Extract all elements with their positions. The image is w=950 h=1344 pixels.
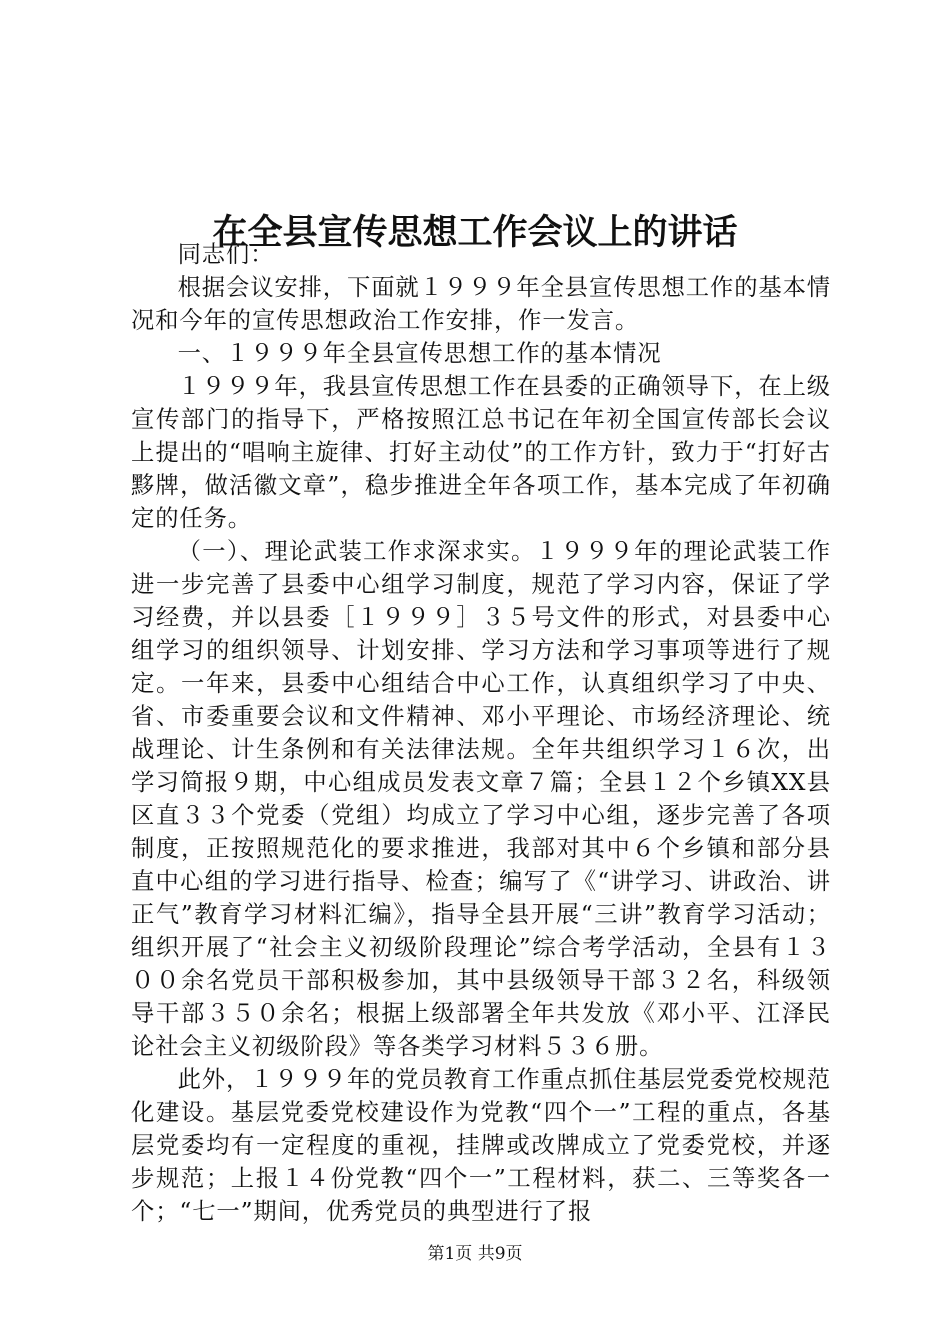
page-title: 在全县宣传思想工作会议上的讲话 xyxy=(212,212,738,254)
salutation-paragraph: 同志们： xyxy=(177,241,275,268)
page-number-footer: 第1页 共9页 xyxy=(427,1244,523,1264)
overview-paragraph: １９９９年，我县宣传思想工作在县委的正确领导下，在上级宣传部门的指导下，严格按照江总书记在年初全国宣传部长会议上提出的“唱响主旋律、打好主动仗”的工作方针，致力于“打好古黟牌，做活徽文章”，稳步推进全年各项工作，基本完成了年初确定的任务。 xyxy=(131,373,831,532)
intro-paragraph: 根据会议安排，下面就１９９９年全县宣传思想工作的基本情况和今年的宣传思想政治工作安排，作一发言。 xyxy=(131,274,831,334)
section-heading: 一、１９９９年全县宣传思想工作的基本情况 xyxy=(177,340,662,367)
document-body xyxy=(131,238,831,1228)
party-education-paragraph: 此外，１９９９年的党员教育工作重点抓住基层党委党校规范化建设。基层党委党校建设作为党教“四个一”工程的重点，各基层党委均有一定程度的重视，挂牌或改牌成立了党委党校，并逐步规范；上报１４份党教“四个一”工程材料，获二、三等奖各一个；“七一”期间，优秀党员的典型进行了报 xyxy=(131,1066,831,1225)
theory-work-paragraph: （一）、理论武装工作求深求实。１９９９年的理论武装工作进一步完善了县委中心组学习制度，规范了学习内容，保证了学习经费，并以县委［１９９９］３５号文件的形式，对县委中心组学习的组织领导、计划安排、学习方法和学习事项等进行了规定。一年来，县委中心组结合中心工作，认真组织学习了中央、省、市委重要会议和文件精神、邓小平理论、市场经济理论、统战理论、计生条例和有关法律法规。全年共组织学习１６次，出学习简报９期，中心组成员发表文章７篇；全县１２个乡镇XX县区直３３个党委（党组）均成立了学习中心组，逐步完善了各项制度，正按照规范化的要求推进，我部对其中６个乡镇和部分县直中心组的学习进行指导、检查；编写了《“讲学习、讲政治、讲正气”教育学习材料汇编》，指导全县开展“三讲”教育学习活动；组织开展了“社会主义初级阶段理论”综合考学活动，全县有１３００余名党员干部积极参加，其中县级领导干部３２名，科级领导干部３５０余名；根据上级部署全年共发放《邓小平、江泽民论社会主义初级阶段》等各类学习材料５３６册。 xyxy=(131,538,831,1060)
